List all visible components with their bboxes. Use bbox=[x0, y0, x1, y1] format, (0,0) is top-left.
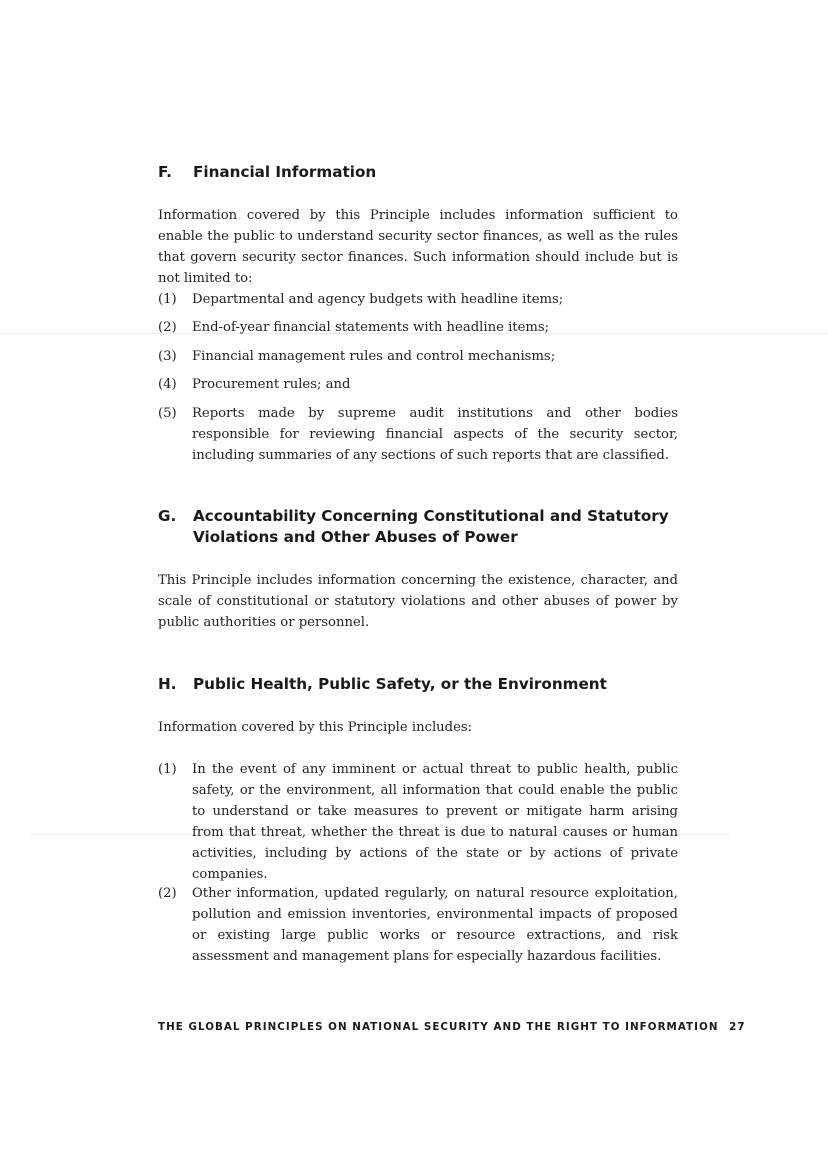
list-item bbox=[158, 883, 678, 967]
list-item-text: Reports made by supreme audit institutions and other bodies responsible for reviewing financial aspects of the security sector, including summaries of any sections of such reports that are classified. bbox=[192, 406, 678, 463]
list-item bbox=[158, 317, 678, 338]
section-h-intro: Information covered by this Principle includes: bbox=[158, 720, 473, 735]
list-item bbox=[158, 403, 678, 466]
section-g-intro: This Principle includes information concerning the existence, character, and scale of constitutional or statutory violations and other abuses of power by public authorities or personnel. bbox=[158, 573, 678, 630]
list-item-text: End-of-year financial statements with headline items; bbox=[192, 320, 550, 335]
list-item-text: Procurement rules; and bbox=[192, 377, 351, 392]
list-item-number: (5) bbox=[158, 406, 177, 421]
list-item-text: Departmental and agency budgets with headline items; bbox=[192, 292, 564, 307]
list-item-number: (2) bbox=[158, 320, 177, 335]
page-footer bbox=[158, 1021, 746, 1033]
list-item-text: Other information, updated regularly, on natural resource exploitation, pollution and emission inventories, environmental impacts of proposed or existing large public works or resource extractions, and risk assessment and management plans for especially hazardous facilities. bbox=[192, 886, 678, 964]
section-title: Financial Information bbox=[193, 163, 377, 181]
section-title: Public Health, Public Safety, or the Environment bbox=[193, 675, 607, 693]
list-item-text: In the event of any imminent or actual threat to public health, public safety, or the environment, all information that could enable the public to understand or take measures to prevent or mitigate harm arising from that threat, whether the threat is due to natural causes or human activities, including by actions of the state or by actions of private companies. bbox=[192, 762, 678, 882]
list-item-number: (3) bbox=[158, 349, 177, 364]
list-item-number: (2) bbox=[158, 886, 177, 901]
list-item bbox=[158, 759, 678, 885]
section-letter: F. bbox=[158, 163, 172, 181]
section-letter: G. bbox=[158, 507, 177, 525]
section-title: Accountability Concerning Constitutional and Statutory Violations and Other Abuses of Power bbox=[193, 507, 669, 546]
section-heading-f bbox=[158, 162, 680, 183]
list-item bbox=[158, 346, 678, 367]
list-item-text: Financial management rules and control mechanisms; bbox=[192, 349, 556, 364]
list-item-number: (4) bbox=[158, 377, 177, 392]
list-item bbox=[158, 374, 678, 395]
section-f-intro: Information covered by this Principle includes information sufficient to enable the public to understand security sector finances, as well as the rules that govern security sector finances. Such information should include but is not limited to: bbox=[158, 208, 678, 286]
running-title: THE GLOBAL PRINCIPLES ON NATIONAL SECURITY AND THE RIGHT TO INFORMATION bbox=[158, 1021, 719, 1033]
section-heading-g bbox=[158, 506, 680, 548]
page-number: 27 bbox=[729, 1021, 746, 1033]
section-letter: H. bbox=[158, 675, 177, 693]
list-item bbox=[158, 289, 678, 310]
list-item-number: (1) bbox=[158, 292, 177, 307]
section-heading-h bbox=[158, 674, 680, 695]
list-item-number: (1) bbox=[158, 762, 177, 777]
